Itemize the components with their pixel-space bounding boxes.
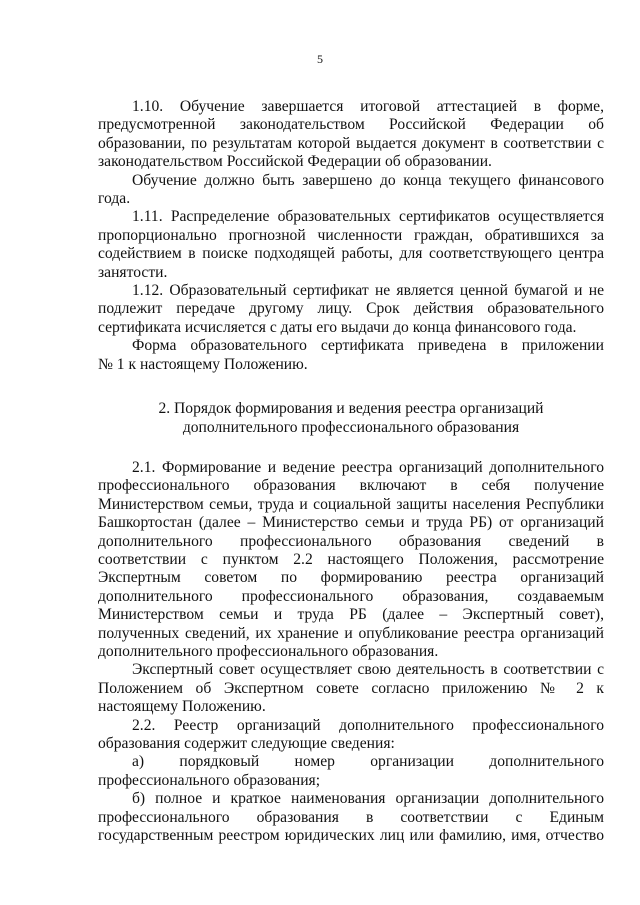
text-line: Башкортостан (далее – Министерство семьи и труда РБ) от организаций [98,514,604,532]
text-line: полученных сведений, их хранение и опубликование реестра организаций [98,624,604,642]
text-line: соответствии с пунктом 2.2 настоящего Положения, рассмотрение [98,550,604,568]
text-line: б) полное и краткое наименования организации дополнительного [132,790,604,808]
text-line: государственным реестром юридических лиц или фамилию, имя, отчество [98,827,604,845]
page-number: 5 [317,52,323,66]
text-line: Экспертный совет осуществляет свою деятельность в соответствии с [132,661,604,679]
text-line: года. [98,190,131,208]
text-line: дополнительного профессионального образования сведений в [98,532,604,550]
text-line: Экспертным советом по формированию реестра организаций [98,569,604,587]
text-line: пропорционально прогнозной численности граждан, обратившихся за [98,226,604,244]
section-1-text [98,98,604,374]
section-heading-line-1: 2. Порядок формирования и ведения реестра организаций [158,400,544,418]
text-line: № 1 к настоящему Положению. [98,355,308,373]
section-heading-line-2: дополнительного профессионального образования [182,418,520,436]
text-line: профессионального образования включают в себя получение [98,477,604,495]
text-line: содействием в поиске подходящей работы, для соответствующего центра [98,245,604,263]
section-2-heading [98,400,604,437]
text-line: Положением об Экспертном совете согласно приложению № 2 к [98,679,604,697]
text-line: предусмотренной законодательством Российской Федерации об [98,116,604,134]
section-2-text [98,459,604,846]
text-line: а) порядковый номер организации дополнительного [132,753,604,771]
text-line: сертификата исчисляется с даты его выдачи до конца финансового года. [98,318,577,336]
text-line: образования содержит следующие сведения: [98,735,395,752]
text-line: 2.2. Реестр организаций дополнительного профессионального [132,716,604,734]
text-line: образовании, по результатам которой выдается документ в соответствии с [98,134,604,152]
text-line: 1.10. Обучение завершается итоговой аттестацией в форме, [132,98,604,115]
text-line: настоящему Положению. [98,698,266,716]
text-line: 1.12. Образовательный сертификат не является ценной бумагой и не [132,282,604,300]
text-line: 1.11. Распределение образовательных сертификатов осуществляется [132,208,604,226]
text-line: законодательством Российской Федерации об образовании. [98,153,492,171]
text-line: дополнительного профессионального образования, создаваемым [98,587,604,605]
text-line: 2.1. Формирование и ведение реестра организаций дополнительного [132,458,604,476]
document-body [98,98,604,845]
text-line: Министерством семьи и труда РБ (далее – Экспертный совет), [98,606,604,624]
text-line: Министерством семьи, труда и социальной защиты населения Республики [98,495,604,513]
text-line: занятости. [98,263,168,281]
text-line: Обучение должно быть завершено до конца текущего финансового [132,171,604,189]
text-line: дополнительного профессионального образования. [98,642,439,660]
text-line: подлежит передаче другому лицу. Срок действия образовательного [98,300,604,318]
text-line: Форма образовательного сертификата приведена в приложении [132,337,604,355]
text-line: профессионального образования в соответствии с Единым [98,808,604,826]
text-line: профессионального образования; [98,771,321,789]
